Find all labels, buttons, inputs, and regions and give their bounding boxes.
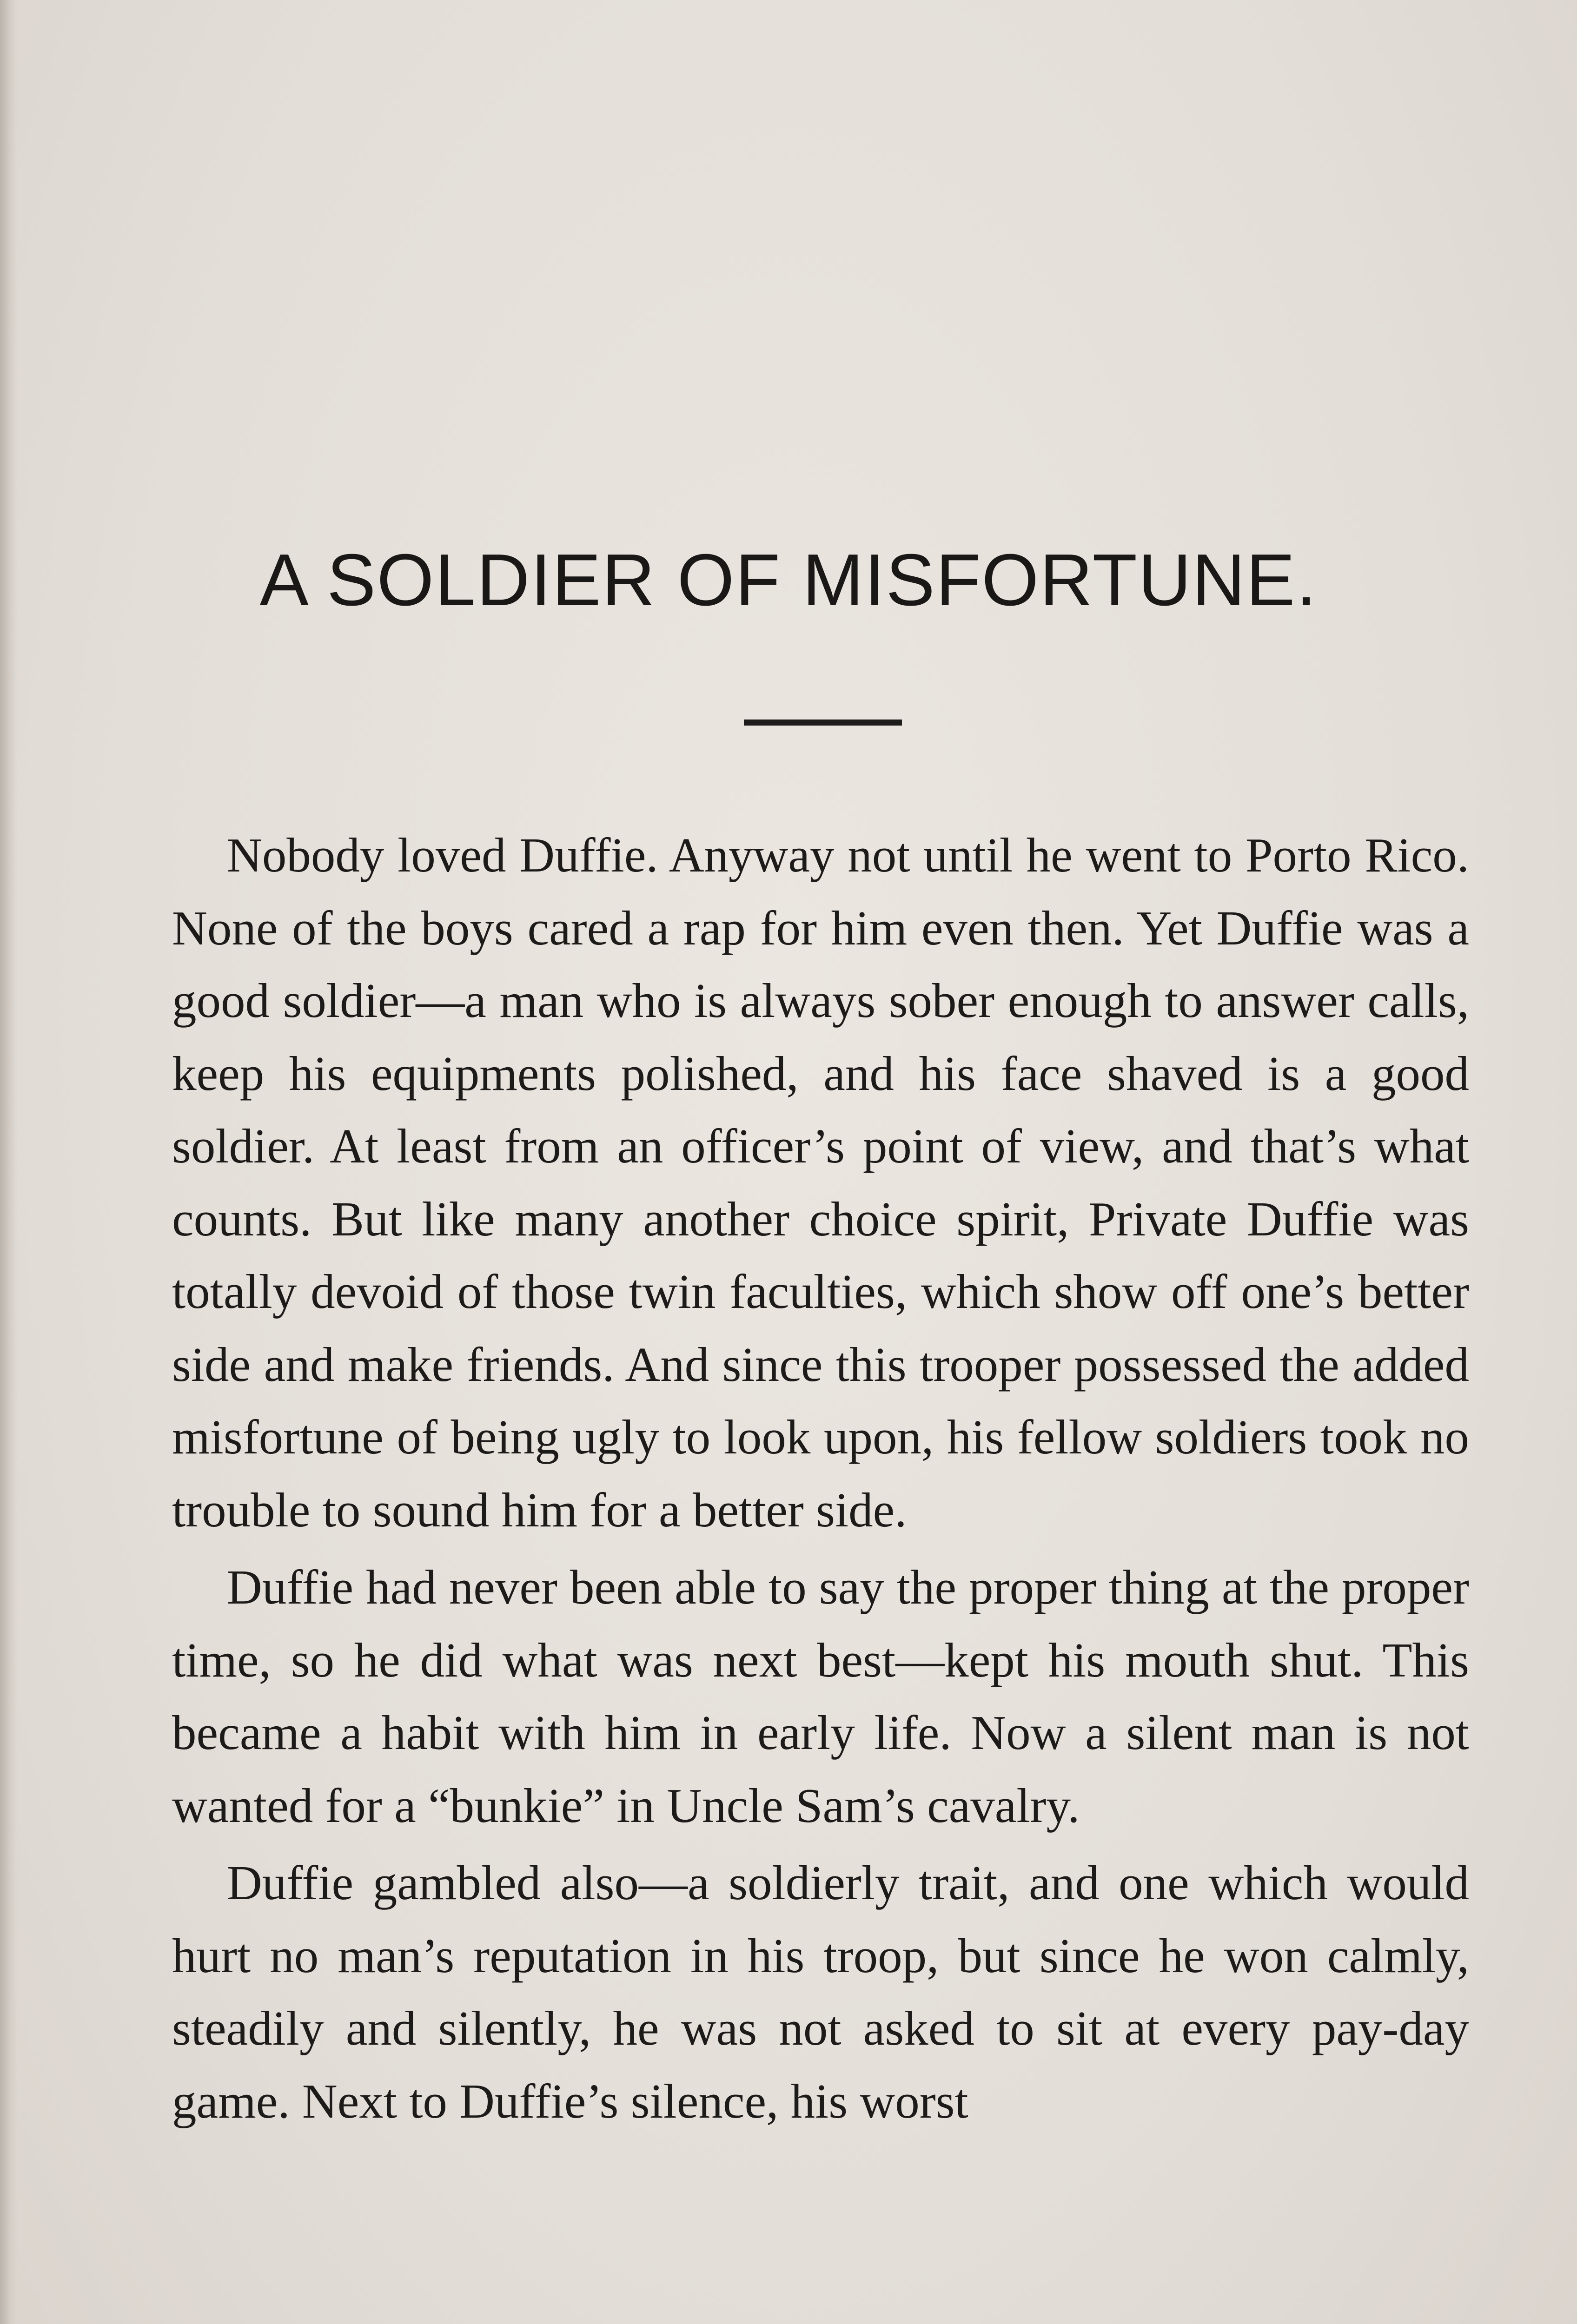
body-text	[172, 819, 1469, 2142]
paragraph-3: Duffie gambled also—a soldierly trait, and one which would hurt no man’s reputation in his troop, but since he won calmly, steadily and silently, he was not asked to sit at every pay-day game. Next to Duffie’s silence, his worst	[172, 1855, 1469, 2128]
paragraph-2: Duffie had never been able to say the proper thing at the proper time, so he did what was next best—kept his mouth shut. This became a habit with him in early life. Now a silent man is not wanted for a “bunkie” in Uncle Sam’s cavalry.	[172, 1560, 1469, 1833]
paragraph-1: Nobody loved Duffie. Anyway not until he went to Porto Rico. None of the boys cared a rap for him even then. Yet Duffie was a good soldier—a man who is always sober enough to answer calls, keep his equipments polished, and his face shaved is a good soldier. At least from an officer’s point of view, and that’s what counts. But like many another choice spirit, Private Duffie was totally devoid of those twin faculties, which show off one’s better side and make friends. And since this trooper possessed the added misfortune of being ugly to look upon, his fellow soldiers took no trouble to sound him for a better side.	[172, 828, 1469, 1537]
page-edge-shadow	[0, 0, 18, 2324]
chapter-title: A SOLDIER OF MISFORTUNE.	[259, 539, 1318, 621]
title-rule	[744, 720, 902, 726]
